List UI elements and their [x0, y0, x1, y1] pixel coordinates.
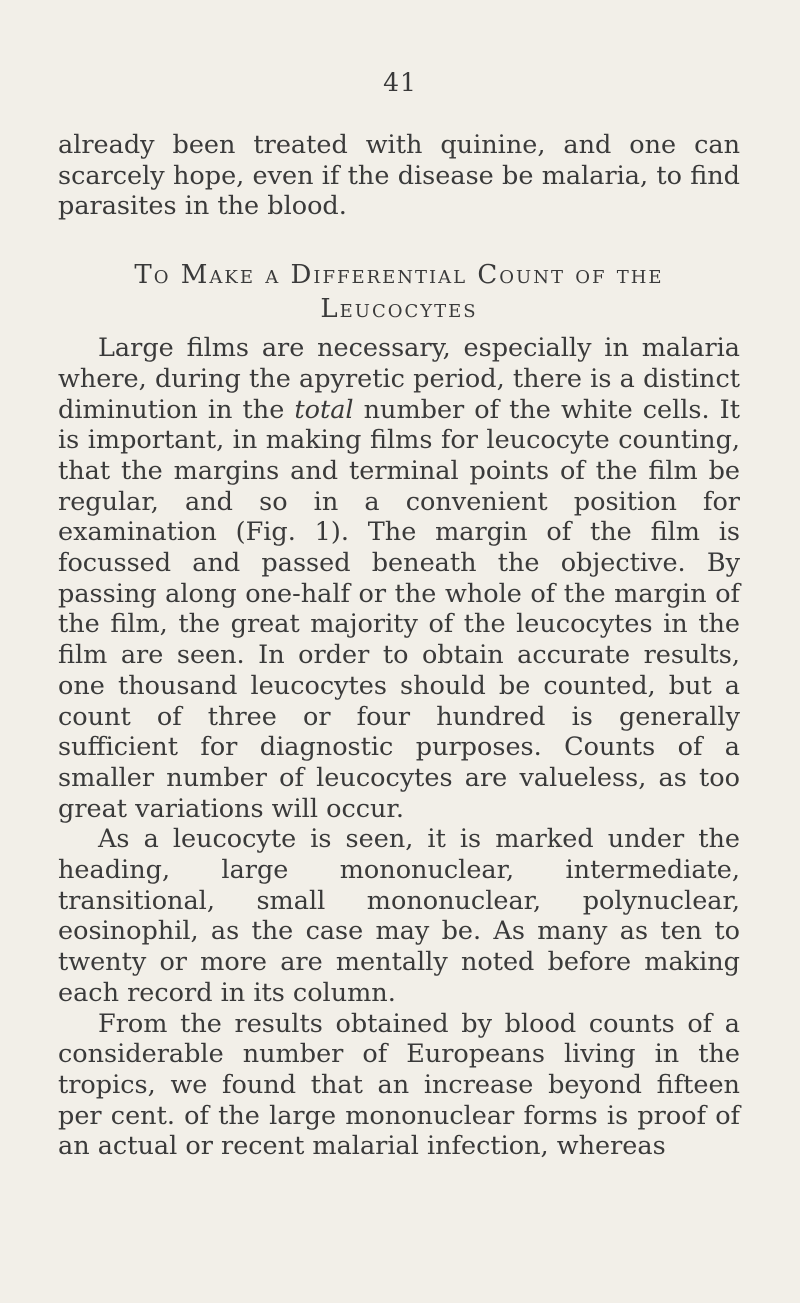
paragraph-films	[58, 333, 740, 824]
paragraph-marking: As a leucocyte is seen, it is marked under the heading, large mononuclear, intermediate, transitional, small mononuclear, polynuclear, eosinophil, as the case may be. As many as ten to twenty or more are mentally noted before making each record in its column.	[58, 824, 740, 1008]
section-heading-line-2: Leucocytes	[320, 294, 478, 325]
emphasis-total: total	[294, 394, 354, 425]
page-number: 41	[383, 68, 417, 97]
section-heading-line-1: To Make a Differential Count of the	[134, 260, 664, 291]
paragraph-films-text-end: number of the white cells. It is important, in making films for leucocyte counting, that the margins and terminal points of the film be regular, and so in a convenient position for examination (Fig. 1). The margin of the film is focussed and passed beneath the objective. By passing along one-half or the whole of the margin of the film, the great majority of the leucocytes in the film are seen. In order to obtain accurate results, one thousand leucocytes should be counted, but a count of three or four hundred is generally sufficient for diagnostic purposes. Counts of a smaller number of leucocytes are valueless, as too great variations will occur.	[58, 394, 740, 824]
paragraph-results: From the results obtained by blood counts of a considerable number of Europeans living in the tropics, we found that an increase beyond fifteen per cent. of the large mononuclear forms is proof of an actual or recent malarial infection, whereas	[58, 1008, 740, 1162]
paragraph-films-text-start: Large films are necessary, especially in malaria where, during the apyretic period, there is a distinct diminution in the	[58, 333, 740, 425]
page-body	[58, 130, 740, 1162]
continuation-paragraph: already been treated with quinine, and one can scarcely hope, even if the disease be malaria, to find parasites in the blood.	[58, 130, 740, 222]
section-heading	[58, 258, 740, 326]
